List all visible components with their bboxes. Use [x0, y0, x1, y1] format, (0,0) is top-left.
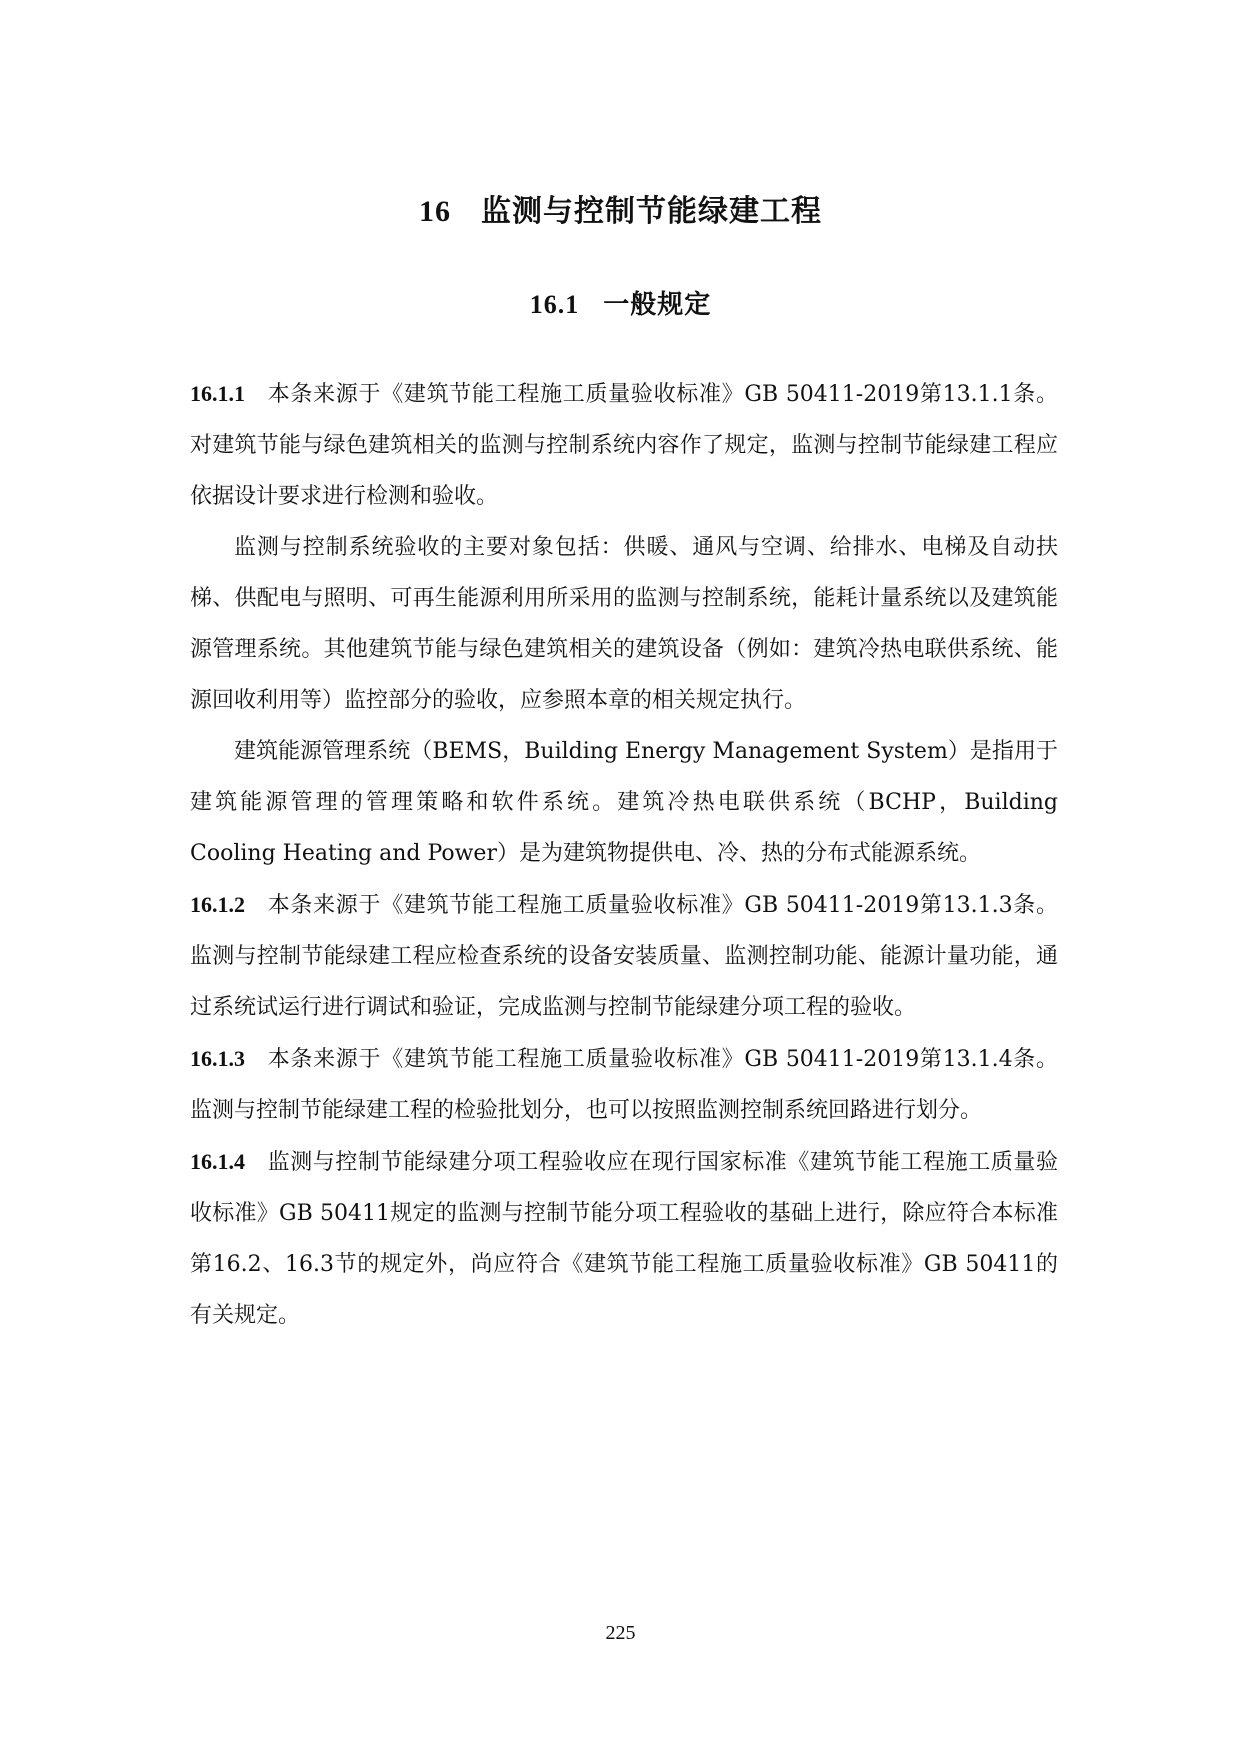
clause-16-1-3: [190, 1033, 1058, 1136]
chapter-title: 监测与控制节能绿建工程: [481, 194, 822, 229]
paragraph: 监测与控制系统验收的主要对象包括：供暖、通风与空调、给排水、电梯及自动扶梯、供配电与照明、可再生能源利用所采用的监测与控制系统，能耗计量系统以及建筑能源管理系统。其他建筑节能与绿色建筑相关的建筑设备（例如：建筑冷热电联供系统、能源回收利用等）监控部分的验收，应参照本章的相关规定执行。: [190, 535, 1058, 713]
clause-text: 本条来源于《建筑节能工程施工质量验收标准》GB 50411-2019第13.1.1条。对建筑节能与绿色建筑相关的监测与控制系统内容作了规定，监测与控制节能绿建工程应依据设计要求进行检测和验收。: [190, 382, 1058, 509]
clause-16-1-4: [190, 1136, 1058, 1341]
clause-number: 16.1.1: [190, 381, 245, 406]
body-text: [190, 368, 1058, 1341]
paragraph: 建筑能源管理系统（BEMS，Building Energy Management System）是指用于建筑能源管理的管理策略和软件系统。建筑冷热电联供系统（BCHP，Building Cooling Heating and Power）是为建筑物提供电、冷、热的分布式能源系统。: [190, 739, 1058, 866]
chapter-number: 16: [419, 195, 451, 228]
section-number: 16.1: [529, 290, 580, 319]
clause-16-1-2: [190, 879, 1058, 1033]
clause-number: 16.1.3: [190, 1046, 245, 1071]
clause-text: 本条来源于《建筑节能工程施工质量验收标准》GB 50411-2019第13.1.3条。监测与控制节能绿建工程应检查系统的设备安装质量、监测控制功能、能源计量功能，通过系统试运行进行调试和验证，完成监测与控制节能绿建分项工程的验收。: [190, 893, 1058, 1020]
clause-number: 16.1.2: [190, 892, 245, 917]
clause-16-1-1: [190, 368, 1058, 522]
chapter-heading: [0, 186, 1241, 230]
clause-text: 监测与控制节能绿建分项工程验收应在现行国家标准《建筑节能工程施工质量验收标准》GB 50411规定的监测与控制节能分项工程验收的基础上进行，除应符合本标准第16.2、16.3节的规定外，尚应符合《建筑节能工程施工质量验收标准》GB 50411的有关规定。: [190, 1150, 1058, 1328]
clause-number: 16.1.4: [190, 1149, 245, 1174]
page-number: 225: [605, 1622, 636, 1644]
section-heading: [0, 284, 1241, 321]
clause-text: 本条来源于《建筑节能工程施工质量验收标准》GB 50411-2019第13.1.4条。监测与控制节能绿建工程的检验批划分，也可以按照监测控制系统回路进行划分。: [190, 1047, 1058, 1123]
section-title: 一般规定: [603, 290, 712, 320]
